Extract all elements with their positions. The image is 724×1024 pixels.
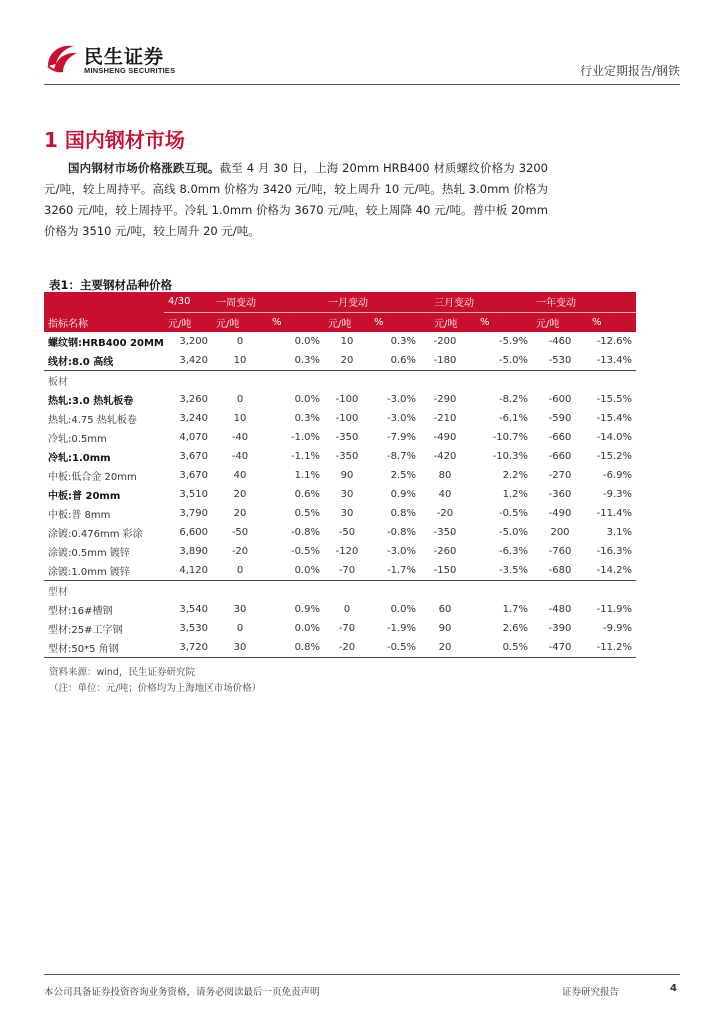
steel-price-table [44,292,636,658]
table-cell: 2.2% [502,470,528,481]
table-cell [588,371,636,391]
table-row [44,561,636,581]
row-label: 热轧:3.0 热轧板卷 [48,396,134,407]
table-cell: 0.3% [294,413,320,424]
row-label: 涂镀:0.5mm 镀锌 [48,548,130,559]
table-cell: 60 [438,604,452,615]
table-cell [532,371,588,391]
table-cell: -16.3% [596,546,632,557]
table-row [44,447,636,466]
table-cell: -12.6% [596,336,632,347]
table-cell: 4,120 [179,565,208,576]
table-cell: -100 [335,394,359,405]
table-cell: 30 [340,508,354,519]
row-label: 板材 [44,371,164,391]
table-cell: -590 [548,413,572,424]
table-cell: -14.2% [596,565,632,576]
table-cell: -210 [433,413,457,424]
header-unit: 元/吨 [164,312,212,332]
table-group-row [44,371,636,391]
table-cell: 3,260 [179,394,208,405]
table-cell: 40 [233,470,247,481]
table-row [44,504,636,523]
page-header [0,0,724,86]
table-cell: -7.9% [386,432,416,443]
table-row [44,409,636,428]
table-cell: -660 [548,432,572,443]
table-cell: 0.8% [268,638,324,658]
table-title: 表1：主要钢材品种价格 [49,278,173,292]
table-cell [164,581,212,601]
table-cell: 80 [438,470,452,481]
table-cell: -420 [433,451,457,462]
row-label: 中板:普 8mm [48,510,111,521]
table-cell: 20 [233,489,247,500]
table-cell: 3,240 [179,413,208,424]
table-cell: 3,510 [179,489,208,500]
table-cell: -6.1% [498,413,528,424]
table-cell: 3,670 [179,451,208,462]
table-cell: 10 [233,413,247,424]
table-cell [164,371,212,391]
table-cell: 3,540 [179,604,208,615]
table-cell: 90 [340,470,354,481]
row-label: 型材:50*5 角钢 [44,638,164,658]
header-pct: % [370,312,420,332]
table-cell: -9.9% [602,623,632,634]
table-cell: -150 [433,565,457,576]
table-cell: -290 [433,394,457,405]
table-cell: -3.5% [498,565,528,576]
table-cell: -6.3% [498,546,528,557]
row-label: 冷轧:1.0mm [48,453,111,464]
table-cell: 0.5% [294,508,320,519]
table-cell: 10 [340,336,354,347]
table-row [44,332,636,351]
table-row [44,466,636,485]
row-label: 中板:普 20mm [48,491,121,502]
row-label: 冷轧:0.5mm [48,434,107,445]
table-cell: -350 [335,432,359,443]
table-cell: -270 [548,470,572,481]
table-cell [370,371,420,391]
table-cell: -0.5% [370,638,420,658]
table-cell: 0 [236,394,244,405]
header-divider [44,84,680,85]
table-cell [532,581,588,601]
header-pct: % [268,312,324,332]
row-label: 型材 [44,581,164,601]
price-table-container [44,292,636,694]
table-cell: -15.4% [596,413,632,424]
table-cell: -3.0% [386,546,416,557]
table-cell: -8.7% [386,451,416,462]
table-cell: 1.1% [294,470,320,481]
table-cell [268,371,324,391]
company-logo [44,38,214,80]
table-cell: -0.5% [290,546,320,557]
table-cell: -70 [338,565,356,576]
table-header-row-top [44,292,636,312]
table-cell: -1.7% [386,565,416,576]
table-cell: -11.9% [596,604,632,615]
paragraph-lead: 国内钢材市场价格涨跌互现。 [68,161,220,175]
table-cell [324,371,370,391]
table-cell [420,581,476,601]
table-cell: 0 [343,604,351,615]
table-row [44,523,636,542]
table-cell: -15.2% [596,451,632,462]
table-cell: 0.0% [294,336,320,347]
table-cell: 0.0% [294,565,320,576]
table-cell [324,581,370,601]
table-cell: -20 [231,546,249,557]
table-cell [420,371,476,391]
table-cell: 0.6% [294,489,320,500]
table-cell: -480 [548,604,572,615]
header-blank [44,292,164,312]
table-cell: -8.2% [498,394,528,405]
table-cell: -5.9% [498,336,528,347]
table-cell: -600 [548,394,572,405]
table-cell: 40 [438,489,452,500]
table-cell: -5.0% [498,355,528,366]
table-cell [370,581,420,601]
report-type: 行业定期报告/钢铁 [579,64,680,78]
minsheng-logo-icon [44,40,80,76]
table-cell: 3,720 [164,638,212,658]
table-cell: 1.7% [502,604,528,615]
table-cell: -10.3% [492,451,528,462]
table-cell: 0.0% [294,623,320,634]
table-cell: 3.1% [606,527,632,538]
table-cell: 200 [550,527,570,538]
footer-doc-type: 证券研究报告 [562,987,620,998]
table-group-row [44,581,636,601]
table-cell: 3,890 [179,546,208,557]
table-cell: 30 [212,638,268,658]
table-cell: -50 [338,527,356,538]
table-cell: 3,670 [179,470,208,481]
table-cell: -680 [548,565,572,576]
header-week-change: 一周变动 [216,298,256,310]
table-cell: -530 [548,355,572,366]
header-indicator-name: 指标名称 [48,318,88,330]
table-cell [212,581,268,601]
header-unit: 元/吨 [324,312,370,332]
table-cell: -470 [532,638,588,658]
table-cell: -260 [433,546,457,557]
table-cell: -14.0% [596,432,632,443]
table-note: （注：单位：元/吨；价格均为上海地区市场价格） [49,683,262,694]
table-cell: 0 [236,565,244,576]
table-cell: -660 [548,451,572,462]
table-cell: 20 [340,355,354,366]
table-cell: -5.0% [498,527,528,538]
table-header-row-sub [44,312,636,332]
header-unit: 元/吨 [420,312,476,332]
table-cell: 0.9% [294,604,320,615]
table-cell: 30 [233,604,247,615]
table-row [44,600,636,619]
row-label: 型材:25#工字钢 [48,625,123,636]
logo-english-name: MINSHENG SECURITIES [84,66,176,75]
table-cell: -1.1% [290,451,320,462]
table-cell: 0.9% [390,489,416,500]
table-cell: 0.3% [390,336,416,347]
table-cell: 0.5% [476,638,532,658]
header-date: 4/30 [168,296,191,308]
table-cell: -0.8% [386,527,416,538]
table-cell [588,581,636,601]
table-cell [476,581,532,601]
table-cell: 0.8% [390,508,416,519]
table-cell: -3.0% [386,413,416,424]
table-cell: -40 [231,451,249,462]
table-row [44,351,636,371]
table-cell: -50 [231,527,249,538]
table-cell: -6.9% [602,470,632,481]
summary-paragraph [44,158,548,242]
table-cell: 2.5% [390,470,416,481]
table-cell: -120 [335,546,359,557]
table-cell: -0.5% [498,508,528,519]
table-cell: 0.3% [294,355,320,366]
table-cell: -100 [335,413,359,424]
table-cell: 1.2% [502,489,528,500]
table-cell: -180 [433,355,457,366]
table-cell: 3,530 [179,623,208,634]
table-cell: -1.0% [290,432,320,443]
table-cell: 30 [340,489,354,500]
table-cell: -350 [433,527,457,538]
table-cell: 0 [236,623,244,634]
table-row [44,390,636,409]
table-cell: -11.4% [596,508,632,519]
table-row [44,638,636,658]
row-label: 线材:8.0 高线 [48,357,114,368]
header-unit: 元/吨 [532,312,588,332]
table-cell: -1.9% [386,623,416,634]
table-row [44,428,636,447]
table-cell [476,371,532,391]
logo-chinese-name: 民生证券 [84,46,165,68]
table-cell: -10.7% [492,432,528,443]
table-cell: -3.0% [386,394,416,405]
table-cell: -350 [335,451,359,462]
table-cell: -460 [548,336,572,347]
header-unit: 元/吨 [212,312,268,332]
footer-divider [44,974,680,975]
paragraph-body: 截至 4 月 30 日，上海 20mm HRB400 材质螺纹价格为 3200 元/吨，较上周持平。高线 8.0mm 价格为 3420 元/吨，较上周升 10 元/吨。热轧 3.0mm 价格为 3260 元/吨，较上周持平。冷轧 1.0mm 价格为 3670 元/吨，较上周降 40 元/吨。普中板 20mm 价格为 3510 元/吨，较上周升 20 元/吨。 [44,161,549,238]
table-cell: 4,070 [179,432,208,443]
section-title: 1 国内钢材市场 [44,128,185,152]
page-number: 4 [670,983,677,994]
header-quarter-change: 三月变动 [434,298,474,310]
table-cell: 2.6% [502,623,528,634]
table-cell: -70 [338,623,356,634]
table-cell: 6,600 [179,527,208,538]
table-cell: 20 [233,508,247,519]
table-cell: -760 [548,546,572,557]
table-cell: -20 [324,638,370,658]
table-cell: 3,790 [179,508,208,519]
table-cell: -200 [433,336,457,347]
table-cell: 0.0% [294,394,320,405]
table-cell: -15.5% [596,394,632,405]
table-cell [268,581,324,601]
header-year-change: 一年变动 [536,298,576,310]
table-cell: 3,420 [179,355,208,366]
table-cell [212,371,268,391]
table-row [44,485,636,504]
row-label: 型材:16#槽钢 [48,606,113,617]
table-cell: -13.4% [596,355,632,366]
row-label: 涂镀:1.0mm 镀锌 [48,567,130,578]
table-cell: 0.0% [390,604,416,615]
table-cell: -390 [548,623,572,634]
table-cell: 20 [420,638,476,658]
table-source: 资料来源：wind，民生证券研究院 [49,667,195,678]
header-month-change: 一月变动 [328,298,368,310]
table-cell: -40 [231,432,249,443]
table-cell: -490 [548,508,572,519]
table-cell: -360 [548,489,572,500]
table-cell: 3,200 [179,336,208,347]
row-label: 涂镀:0.476mm 彩涂 [48,529,143,540]
table-cell: -20 [436,508,454,519]
footer-disclaimer: 本公司具备证券投资咨询业务资格，请务必阅读最后一页免责声明 [44,987,320,998]
table-cell: -490 [433,432,457,443]
table-cell: -9.3% [602,489,632,500]
row-label: 热轧:4.75 热轧板卷 [48,415,137,426]
row-label: 螺纹钢:HRB400 20MM [48,338,164,349]
table-cell: -11.2% [588,638,636,658]
table-cell: 90 [438,623,452,634]
header-pct: % [476,312,532,332]
header-pct: % [588,312,636,332]
table-cell: 0.6% [390,355,416,366]
row-label: 中板:低合金 20mm [48,472,137,483]
table-row [44,542,636,561]
table-cell: 0 [236,336,244,347]
table-cell: -0.8% [290,527,320,538]
table-body [44,332,636,658]
table-cell: 10 [233,355,247,366]
table-row [44,619,636,638]
